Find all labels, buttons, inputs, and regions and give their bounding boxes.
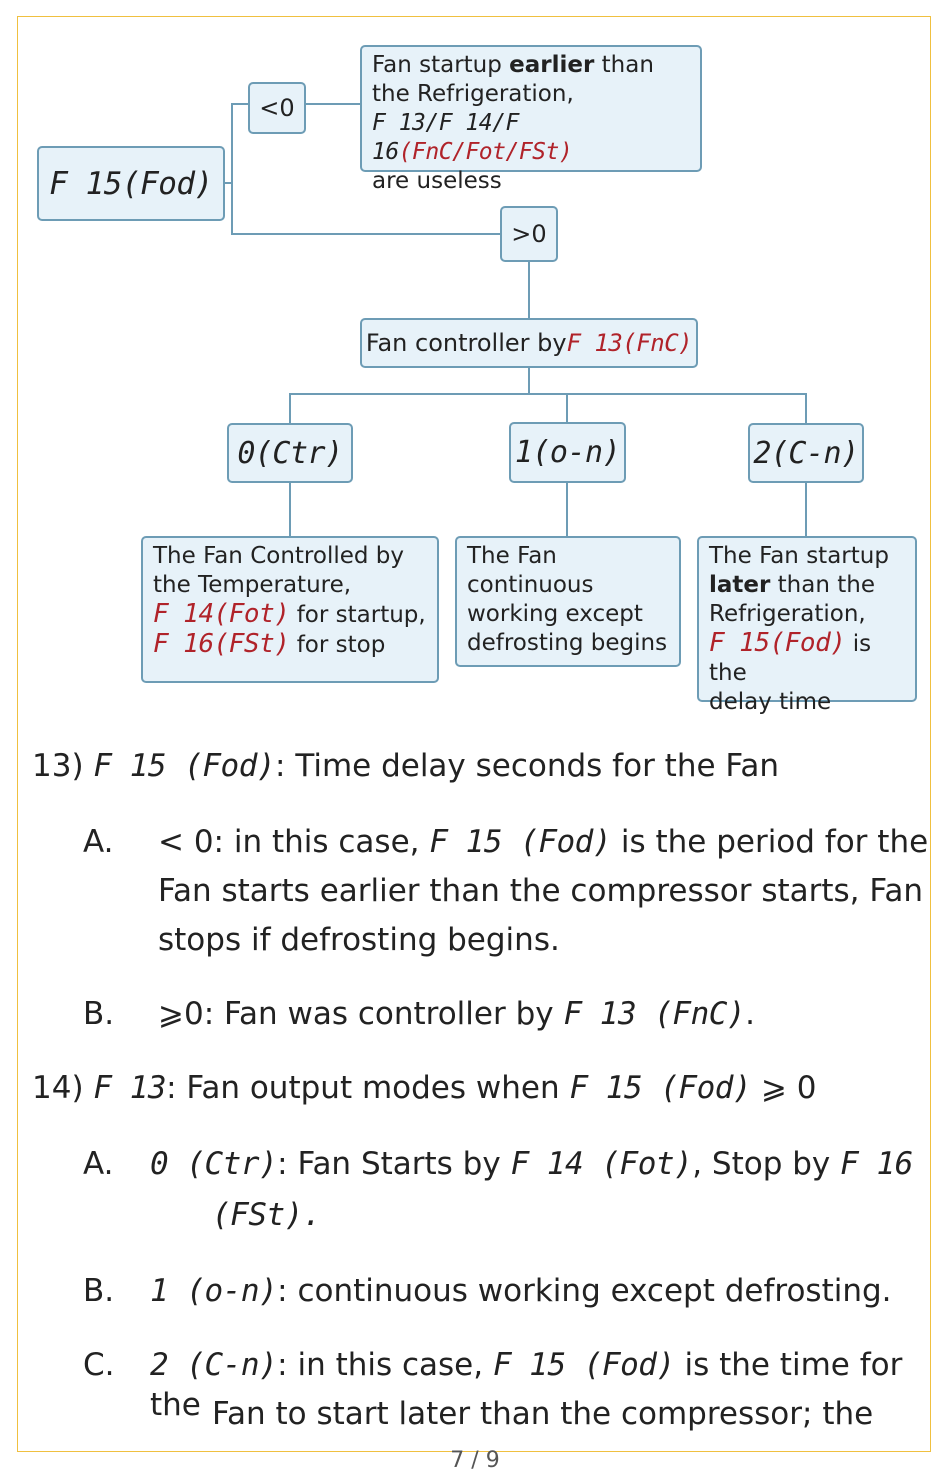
note-line-1: Fan startup earlier than	[372, 52, 654, 78]
mode-1-label: 1(o-n)	[514, 435, 621, 470]
branch-less-than-zero	[248, 82, 306, 134]
desc1-line-4: defrosting begins	[467, 630, 668, 656]
desc2-line-1: The Fan startup	[709, 543, 889, 569]
mode-2-label: 2(C-n)	[753, 435, 859, 471]
item-13b-text: ⩾0: Fan was controller by F 13 (FnC).	[158, 996, 755, 1032]
mode-2-cn	[748, 423, 864, 483]
controller-text: Fan controller by	[365, 329, 567, 357]
desc2-line-2: later than the	[709, 572, 875, 598]
item-13b-label: B.	[83, 996, 115, 1032]
branch-greater-than-zero	[500, 206, 558, 262]
page-number: 7 / 9	[450, 1448, 500, 1473]
desc2-line-4: F 15(Fod) is the	[709, 628, 872, 686]
note-line-3: F 13/F 14/F 16(FnC/Fot/FSt)	[372, 110, 573, 165]
mode-0-label: 0(Ctr)	[237, 435, 343, 471]
item-13-heading: 13) F 15 (Fod): Time delay seconds for the Fan	[32, 748, 780, 784]
desc1-line-1: The Fan	[467, 543, 557, 569]
note-fan-earlier	[360, 45, 702, 194]
connector-root-lt	[225, 104, 248, 183]
item-14-heading: 14) F 13: Fan output modes when F 15 (Fod) ⩾ 0	[32, 1070, 817, 1106]
item-14a-line-2: (FSt).	[212, 1197, 321, 1233]
item-14c-line-1: 2 (C-n): in this case, F 15 (Fod) is the time for the	[150, 1347, 903, 1423]
item-13a-line-1: < 0: in this case, F 15 (Fod) is the period for the	[158, 824, 929, 860]
desc0-line-3: F 14(Fot) for startup,	[153, 599, 426, 629]
item-14b-text: 1 (o-n): continuous working except defrosting.	[150, 1273, 892, 1309]
root-node-f15	[37, 146, 225, 221]
note-line-2: the Refrigeration,	[372, 81, 574, 107]
root-node-label: F 15(Fod)	[49, 165, 213, 202]
item-13a-line-3: stops if defrosting begins.	[158, 922, 560, 958]
connector-controller-mode2	[529, 394, 806, 423]
item-14b-label: B.	[83, 1273, 115, 1309]
mode-1-on	[509, 422, 626, 483]
item-14a-line-1: 0 (Ctr): Fan Starts by F 14 (Fot), Stop by F 16	[150, 1146, 913, 1182]
desc-mode-2	[697, 536, 917, 715]
item-14c-line-2: Fan to start later than the compressor; the	[212, 1396, 874, 1432]
fan-controller-node	[360, 318, 698, 368]
desc0-line-4: F 16(FSt) for stop	[153, 629, 386, 659]
connector-controller-mode0	[290, 368, 529, 423]
branch-gt-label: >0	[511, 220, 547, 248]
connector-controller-mode1	[529, 394, 567, 422]
item-13a-label: A.	[83, 824, 114, 860]
mode-0-ctr	[227, 423, 353, 483]
desc1-line-3: working except	[467, 601, 643, 627]
controller-code: F 13(FnC)	[566, 329, 693, 357]
item-14a-label: A.	[83, 1146, 114, 1182]
note-line-4: are useless	[372, 168, 502, 194]
desc0-line-2: the Temperature,	[153, 572, 352, 598]
desc2-line-5: delay time	[709, 689, 832, 715]
desc-mode-1	[455, 536, 681, 667]
desc1-line-2: continuous	[467, 572, 594, 598]
desc-mode-0	[141, 536, 439, 683]
branch-lt-label: <0	[259, 94, 295, 122]
desc2-line-3: Refrigeration,	[709, 601, 866, 627]
item-13a-line-2: Fan starts earlier than the compressor starts, Fan	[158, 873, 924, 909]
item-14c-label: C.	[83, 1347, 115, 1383]
desc0-line-1: The Fan Controlled by	[153, 543, 404, 569]
